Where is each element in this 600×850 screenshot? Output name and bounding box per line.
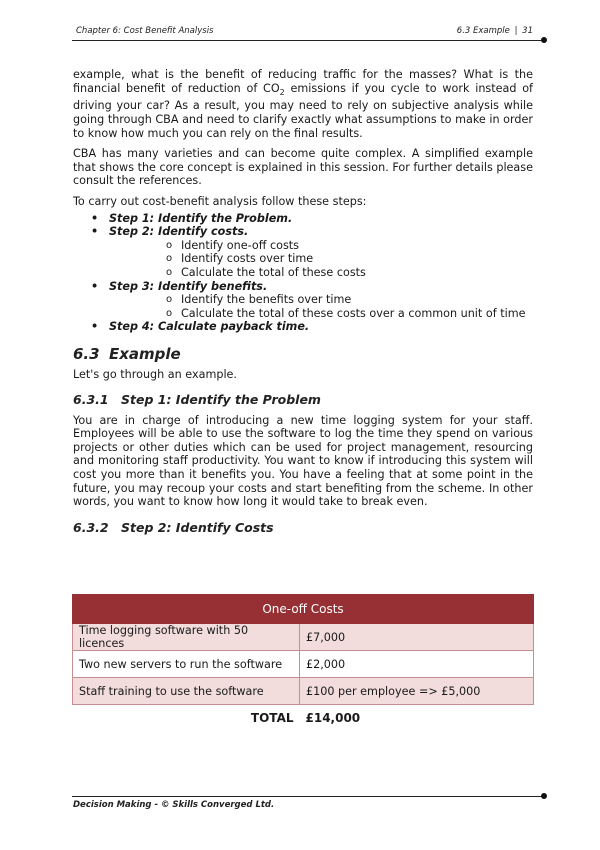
sub-item: o Identify costs over time [109, 252, 533, 266]
steps-list [73, 212, 533, 334]
table-row [73, 624, 534, 651]
sub-list [109, 293, 533, 320]
table-row [73, 678, 534, 705]
step-item: • Step 1: Identify the Problem. [73, 212, 533, 226]
sub-item: o Calculate the total of these costs [109, 266, 533, 280]
table-header: One-off Costs [73, 595, 534, 624]
subsection-heading-2: 6.3.2 Step 2: Identify Costs [73, 519, 274, 535]
step-item: • Step 4: Calculate payback time. [73, 320, 533, 334]
cost-value: £7,000 [300, 624, 534, 651]
cost-item: Staff training to use the software [73, 678, 300, 705]
section-lead: Let's go through an example. [73, 367, 237, 381]
intro-paragraph-2: CBA has many varieties and can become quite complex. A simplified example that shows the core concept is explained in this session. For further details please consult the references. [73, 147, 533, 188]
cost-value: £2,000 [300, 651, 534, 678]
intro-paragraph-3: To carry out cost-benefit analysis follow these steps: [73, 194, 367, 208]
header-separator: | [514, 26, 518, 36]
section-heading: 6.3 Example [73, 344, 181, 363]
page-header [72, 24, 545, 38]
step-item: • Step 3: Identify benefits. o Identify the benefits over time o Calculate the total of these costs over a common unit of time [73, 280, 533, 321]
subsection-heading-1: 6.3.1 Step 1: Identify the Problem [73, 392, 321, 408]
cost-value: £100 per employee => £5,000 [300, 678, 534, 705]
header-rule-dot [541, 37, 547, 43]
sub-list [109, 239, 533, 280]
page-footer: Decision Making - © Skills Converged Ltd. [73, 800, 275, 810]
total-value: £14,000 [305, 711, 361, 725]
sub-item: o Identify the benefits over time [109, 293, 533, 307]
section-page-indicator [457, 26, 533, 36]
step-item: • Step 2: Identify costs. o Identify one-off costs o Identify costs over time o Calculate the total of these costs [73, 225, 533, 279]
cost-item: Two new servers to run the software [73, 651, 300, 678]
sub-item: o Identify one-off costs [109, 239, 533, 253]
sub-item: o Calculate the total of these costs over a common unit of time [109, 307, 533, 321]
total-row [73, 705, 534, 732]
page-number: 31 [522, 26, 533, 36]
header-section: 6.3 Example [456, 26, 510, 36]
footer-rule [72, 796, 542, 797]
intro-paragraph-1: example, what is the benefit of reducing traffic for the masses? What is the financial benefit of reduction of $CO_2$ emissions if you cycle to work instead of driving your car? As a result, you may need to rely on subjective analysis while going through CBA and need to clarify exactly what assumptions to make in order to know how much you can rely on the final results. [73, 68, 533, 140]
cost-item: Time logging software with 50 licences [73, 624, 300, 651]
header-rule [72, 40, 542, 41]
total-label: TOTAL [250, 711, 294, 725]
chapter-title: Chapter 6: Cost Benefit Analysis [76, 26, 214, 36]
one-off-costs-table [72, 594, 534, 731]
table-header-row [73, 595, 534, 624]
table-row [73, 651, 534, 678]
subsection-1-body: You are in charge of introducing a new time logging system for your staff. Employees will be able to use the software to log the time they spend on various projects or other duties which can be used for project management, resourcing and monitoring staff productivity. You want to know if introducing this system will cost you more than it benefits you. You have a feeling that at some point in the future, you may recoup your costs and start benefiting from the scheme. In other words, you want to know how long it would take to break even. [73, 413, 533, 509]
page-body [73, 68, 533, 541]
footer-rule-dot [541, 793, 547, 799]
